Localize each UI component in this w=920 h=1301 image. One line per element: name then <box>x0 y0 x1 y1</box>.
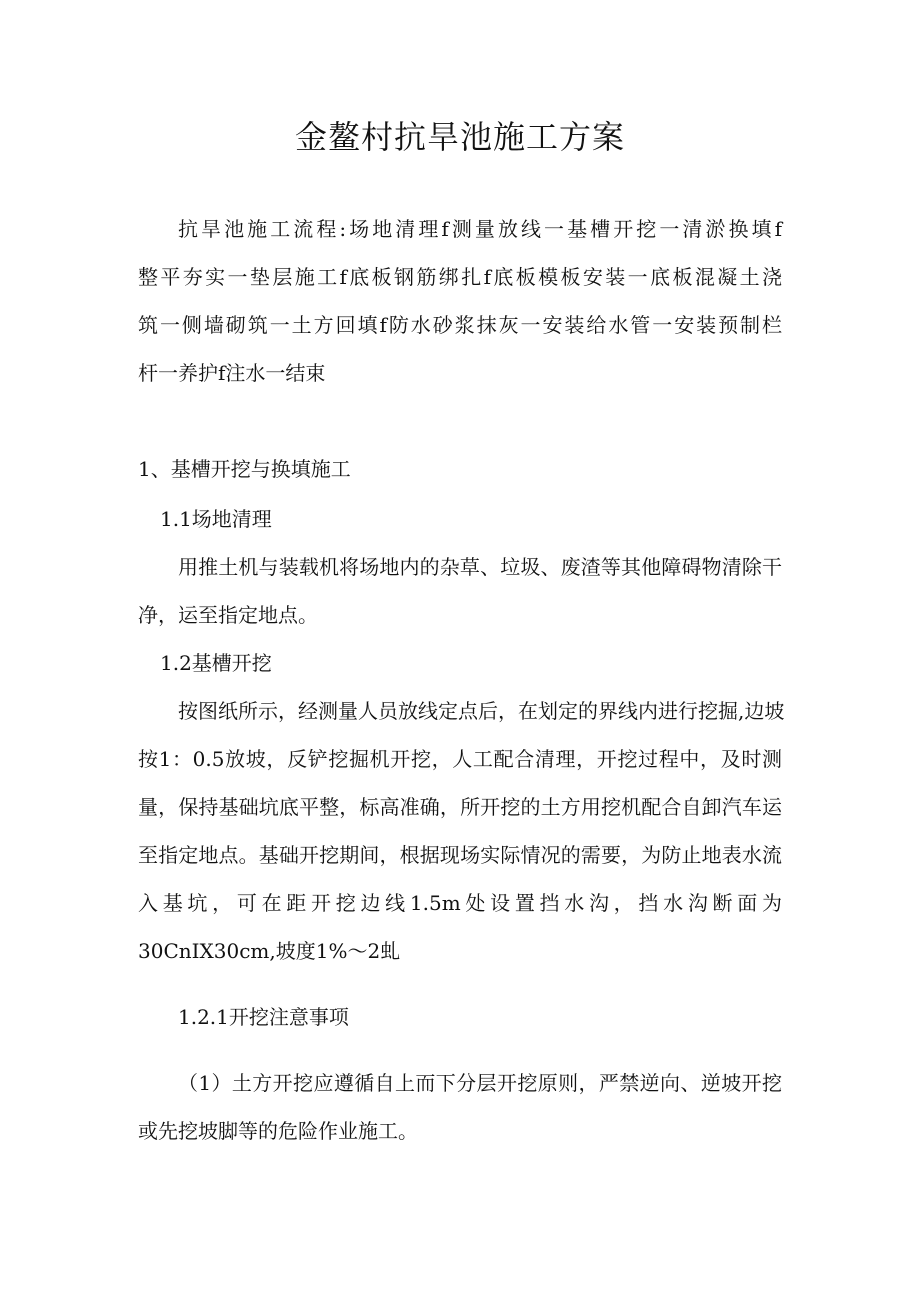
flow-line-3: 筑一侧墙砌筑一土方回填f防水砂浆抹灰一安装给水管一安装预制栏 <box>138 313 782 337</box>
s12-line-6: 30CnIX30cm,坡度1%～2虬 <box>138 939 401 963</box>
page-title: 金鳌村抗旱池施工方案 <box>294 118 625 156</box>
s12-line-1: 按图纸所示，经测量人员放线定点后，在划定的界线内进行挖掘,边坡 <box>178 699 785 723</box>
flow-line-2: 整平夯实一垫层施工f底板钢筋绑扎f底板模板安装一底板混凝土浇 <box>138 265 782 289</box>
s121-line-2: 或先挖坡脚等的危险作业施工。 <box>138 1119 418 1143</box>
s11-line-2: 净，运至指定地点。 <box>138 603 318 627</box>
section-heading-1: 1、基槽开挖与换填施工 <box>138 457 351 481</box>
subsection-heading-1-1: 1.1场地清理 <box>160 507 272 531</box>
subsection-heading-1-2-1: 1.2.1开挖注意事项 <box>178 1005 349 1029</box>
s12-line-2: 按1：0.5放坡，反铲挖掘机开挖，人工配合清理，开挖过程中，及时测 <box>138 747 782 771</box>
flow-line-1: 抗旱池施工流程:场地清理f测量放线一基槽开挖一清淤换填f <box>178 217 782 241</box>
s12-line-4: 至指定地点。基础开挖期间，根据现场实际情况的需要，为防止地表水流 <box>138 843 782 867</box>
s12-line-5: 入基坑，可在距开挖边线1.5m处设置挡水沟，挡水沟断面为 <box>138 891 782 915</box>
s12-line-3: 量，保持基础坑底平整，标高准确，所开挖的土方用挖机配合自卸汽车运 <box>138 795 782 819</box>
s11-line-1: 用推土机与装载机将场地内的杂草、垃圾、废渣等其他障碍物清除干 <box>178 555 782 579</box>
flow-line-4: 杆一养护f注水一结束 <box>138 361 326 385</box>
subsection-heading-1-2: 1.2基槽开挖 <box>160 651 272 675</box>
s121-line-1: （1）土方开挖应遵循自上而下分层开挖原则，严禁逆向、逆坡开挖 <box>178 1071 782 1095</box>
